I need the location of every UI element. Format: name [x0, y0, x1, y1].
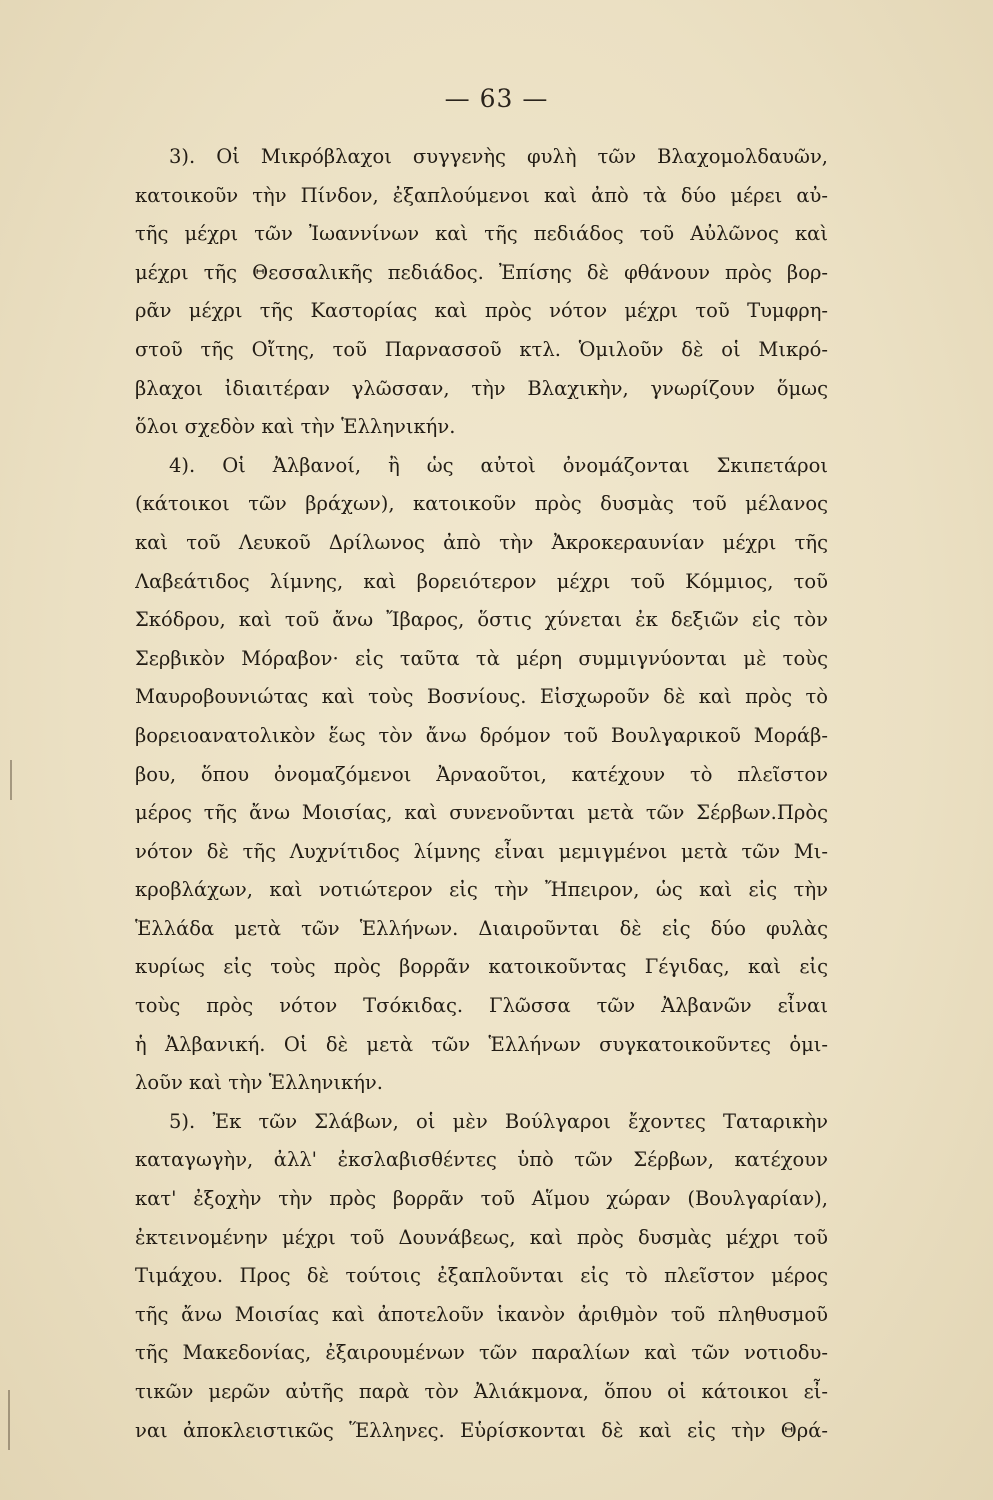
text-line: στοῦ τῆς Οἴτης, τοῦ Παρνασσοῦ κτλ. Ὁμιλοῦν δὲ οἱ Μικρό- — [135, 337, 828, 361]
text-line: τῆς Μακεδονίας, ἐξαιρουμένων τῶν παραλίων καὶ τῶν νοτιοδυ- — [135, 1341, 828, 1365]
text-line: ἐκτεινομένην μέχρι τοῦ Δουνάβεως, καὶ πρὸς δυσμὰς μέχρι τοῦ — [135, 1225, 828, 1249]
text-line: ναι ἀποκλειστικῶς Ἕλληνες. Εὑρίσκονται δὲ καὶ εἰς τὴν Θρά- — [135, 1418, 828, 1442]
text-line: Λαβεάτιδος λίμνης, καὶ βορειότερον μέχρι τοῦ Κόμμιος, τοῦ — [135, 569, 828, 593]
text-line: κροβλάχων, καὶ νοτιώτερον εἰς τὴν Ἤπειρον, ὡς καὶ εἰς τὴν — [135, 878, 828, 902]
left-edge-mark-lower — [8, 1390, 10, 1450]
text-line: μέχρι τῆς Θεσσαλικῆς πεδιάδος. Ἐπίσης δὲ φθάνουν πρὸς βορ- — [135, 260, 828, 284]
text-line: καταγωγὴν, ἀλλ' ἐκσλαβισθέντες ὑπὸ τῶν Σέρβων, κατέχουν — [135, 1148, 828, 1172]
text-line: τοὺς πρὸς νότον Τσόκιδας. Γλῶσσα τῶν Ἀλβανῶν εἶναι — [135, 994, 828, 1018]
text-line: κατοικοῦν τὴν Πίνδον, ἐξαπλούμενοι καὶ ἀπὸ τὰ δύο μέρει αὐ- — [135, 183, 828, 207]
text-line: τῆς ἄνω Μοισίας καὶ ἀποτελοῦν ἱκανὸν ἀριθμὸν τοῦ πληθυσμοῦ — [135, 1302, 828, 1326]
text-line: τικῶν μερῶν αὐτῆς παρὰ τὸν Ἀλιάκμονα, ὅπου οἱ κάτοικοι εἶ- — [135, 1380, 828, 1403]
text-line: ἡ Ἀλβανική. Οἱ δὲ μετὰ τῶν Ἑλλήνων συγκατοικοῦντες ὁμι- — [135, 1032, 828, 1056]
text-line: λοῦν καὶ τὴν Ἑλληνικήν. — [135, 1071, 383, 1095]
text-line: Σερβικὸν Μόραβον· εἰς ταῦτα τὰ μέρη συμμιγνύονται μὲ τοὺς — [135, 646, 828, 670]
text-line: (κάτοικοι τῶν βράχων), κατοικοῦν πρὸς δυσμὰς τοῦ μέλανος — [135, 492, 828, 516]
text-line: νότον δὲ τῆς Λυχνίτιδος λίμνης εἶναι μεμιγμένοι μετὰ τῶν Μι- — [135, 839, 828, 863]
left-edge-mark — [10, 760, 12, 800]
text-line: 3). Οἱ Μικρόβλαχοι συγγενὴς φυλὴ τῶν Βλαχομολδαυῶν, — [169, 145, 828, 168]
text-line: καὶ τοῦ Λευκοῦ Δρίλωνος ἀπὸ τὴν Ἀκροκεραυνίαν μέχρι τῆς — [135, 530, 828, 554]
text-line: μέρος τῆς ἄνω Μοισίας, καὶ συνενοῦνται μετὰ τῶν Σέρβων.Πρὸς — [135, 801, 828, 825]
text-line: ὅλοι σχεδὸν καὶ τὴν Ἑλληνικήν. — [135, 415, 456, 439]
text-line: Μαυροβουνιώτας καὶ τοὺς Βοσνίους. Εἰσχωροῦν δὲ καὶ πρὸς τὸ — [135, 685, 828, 709]
text-line: Σκόδρου, καὶ τοῦ ἄνω Ἴβαρος, ὅστις χύνεται ἐκ δεξιῶν εἰς τὸν — [135, 608, 828, 632]
text-line: βορειοανατολικὸν ἕως τὸν ἄνω δρόμον τοῦ Βουλγαρικοῦ Μοράβ- — [135, 723, 828, 747]
text-line: Τιμάχου. Προς δὲ τούτοις ἐξαπλοῦνται εἰς τὸ πλεῖστον μέρος — [135, 1264, 828, 1288]
text-line: 4). Οἱ Ἀλβανοί, ἢ ὡς αὐτοὶ ὀνομάζονται Σκιπετάροι — [169, 453, 828, 477]
page-number: — 63 — — [444, 84, 549, 113]
text-line: 5). Ἐκ τῶν Σλάβων, οἱ μὲν Βούλγαροι ἔχοντες Ταταρικὴν — [169, 1109, 828, 1133]
text-line: κυρίως εἰς τοὺς πρὸς βορρᾶν κατοικοῦντας Γέγιδας, καὶ εἰς — [135, 955, 828, 979]
text-line: βλαχοι ἰδιαιτέραν γλῶσσαν, τὴν Βλαχικὴν, γνωρίζουν ὅμως — [135, 376, 828, 400]
text-line: κατ' ἐξοχὴν τὴν πρὸς βορρᾶν τοῦ Αἵμου χώραν (Βουλγαρίαν), — [135, 1187, 828, 1211]
text-line: Ἑλλάδα μετὰ τῶν Ἑλλήνων. Διαιροῦνται δὲ εἰς δύο φυλὰς — [135, 916, 828, 940]
body-text — [135, 138, 828, 1450]
text-line: ρᾶν μέχρι τῆς Καστορίας καὶ πρὸς νότον μέχρι τοῦ Τυμφρη- — [135, 299, 828, 323]
text-line: βου, ὅπου ὀνομαζόμενοι Ἀρναοῦτοι, κατέχουν τὸ πλεῖστον — [135, 762, 828, 786]
text-line: τῆς μέχρι τῶν Ἰωαννίνων καὶ τῆς πεδιάδος τοῦ Αὐλῶνος καὶ — [135, 222, 828, 246]
